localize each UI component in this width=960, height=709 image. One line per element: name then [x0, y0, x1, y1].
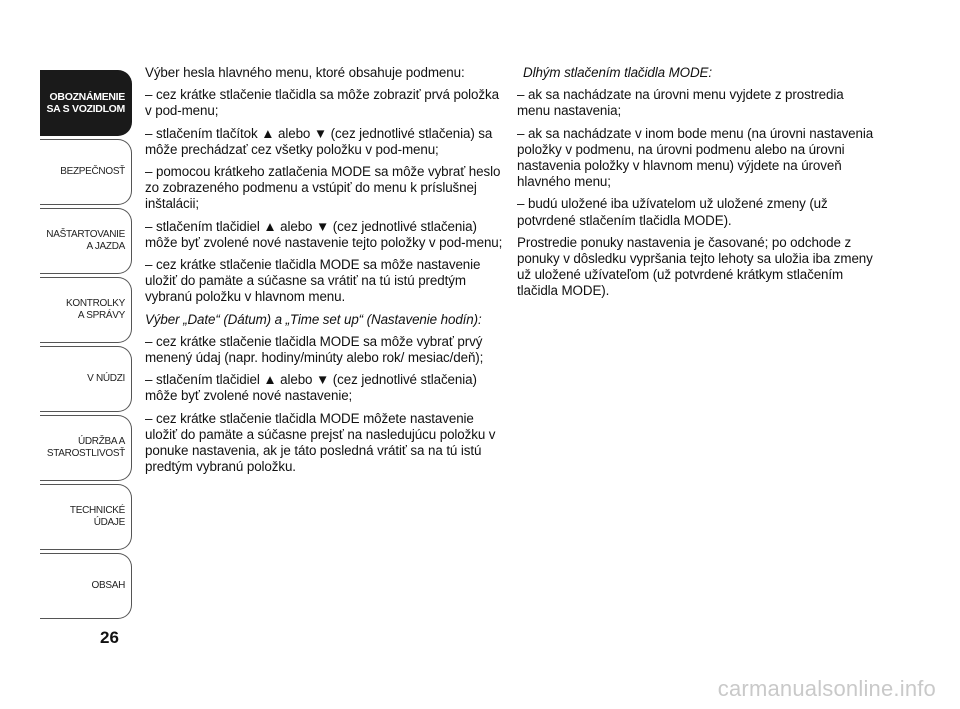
page-number: 26 — [100, 628, 119, 647]
paragraph: – cez krátke stlačenie tlačidla MODE sa môže nastavenie uložiť do pamäte a súčasne sa vrátiť na tú istú predtým vybranú položku v hlavnom menu. — [145, 257, 481, 305]
paragraph: – ak sa nachádzate v inom bode menu (na úrovni nastavenia položky v podmenu, na úrovni podmenu alebo na úrovni nastavenia položky v hlavnom menu) výjdete na úroveň hlavného menu; — [517, 125, 874, 190]
paragraph: Výber hesla hlavného menu, ktoré obsahuje podmenu: — [145, 65, 465, 80]
text-column-right — [517, 65, 877, 306]
tab-label-line: BEZPEČNOSŤ — [60, 166, 125, 177]
paragraph: Prostredie ponuky nastavenia je časované; po odchode z ponuky v dôsledku vypršania tejto lehoty sa uložia iba zmeny už uložené užívateľom (už potvrdené krátkym stlačením tlačidla MODE). — [517, 234, 873, 299]
tab-label-line: ÚDRŽBA A — [77, 436, 125, 447]
paragraph: – cez krátke stlačenie tlačidla MODE sa môže vybrať prvý menený údaj (napr. hodiny/minúty alebo rok/ mesiac/deň); — [145, 333, 484, 366]
tab-label-line: OBOZNÁMENIE — [49, 91, 125, 103]
section-tabs — [40, 70, 132, 622]
tab-label-line: OBSAH — [91, 580, 125, 591]
tab-bezpecnost[interactable] — [40, 139, 132, 205]
paragraph: – cez krátke stlačenie tlačidla MODE môžete nastavenie uložiť do pamäte a súčasne prejsť na nasledujúcu položku v ponuke nastavenia, ak je táto posledná vrátiť sa na tú istú predtým vybranú položku. — [145, 410, 496, 475]
paragraph: – stlačením tlačítok ▲ alebo ▼ (cez jednotlivé stlačenia) sa môže prechádzať cez všetky položku v pod-menu; — [145, 125, 493, 157]
tab-technicke-udaje[interactable] — [40, 484, 132, 550]
text-column-left — [145, 65, 505, 481]
paragraph: – pomocou krátkeho zatlačenia MODE sa môže vybrať heslo zo zobrazeného podmenu a vstúpiť do menu k príslušnej inštalácii; — [145, 164, 501, 212]
tab-obsah[interactable] — [40, 553, 132, 619]
tab-label-line: SA S VOZIDLOM — [46, 103, 125, 115]
tab-label-line: TECHNICKÉ — [69, 505, 125, 516]
tab-label-line: KONTROLKY — [66, 298, 125, 309]
tab-label-line: A JAZDA — [86, 241, 125, 252]
tab-udrzba[interactable] — [40, 415, 132, 481]
tab-label-line: A SPRÁVY — [77, 310, 125, 321]
tab-oboznamenie[interactable] — [40, 70, 132, 136]
tab-kontrolky[interactable] — [40, 277, 132, 343]
paragraph: – cez krátke stlačenie tlačidla sa môže zobraziť prvá položka v pod-menu; — [145, 87, 499, 119]
tab-label-line: NAŠTARTOVANIE — [46, 229, 125, 240]
watermark: carmanualsonline.info — [717, 676, 936, 701]
long-press-subheading: Dlhým stlačením tlačidla MODE: — [523, 65, 712, 80]
tab-label-line: V NÚDZI — [87, 373, 125, 384]
tab-label-line: ÚDAJE — [93, 517, 125, 528]
paragraph: – stlačením tlačidiel ▲ alebo ▼ (cez jednotlivé stlačenia) môže byť zvolené nové nastavenie tejto položky v pod-menu; — [145, 218, 503, 250]
paragraph: – ak sa nachádzate na úrovni menu vyjdete z prostredia menu nastavenia; — [517, 87, 844, 119]
tab-nastartovanie[interactable] — [40, 208, 132, 274]
tab-label-line: STAROSTLIVOSŤ — [46, 448, 125, 459]
paragraph: – stlačením tlačidiel ▲ alebo ▼ (cez jednotlivé stlačenia) môže byť zvolené nové nastavenie; — [145, 372, 477, 404]
tab-v-nudzi[interactable] — [40, 346, 132, 412]
paragraph: – budú uložené iba užívatelom už uložené zmeny (už potvrdené stlačením tlačidla MODE). — [517, 196, 828, 228]
date-time-subheading: Výber „Date“ (Dátum) a „Time set up“ (Nastavenie hodín): — [145, 311, 482, 327]
